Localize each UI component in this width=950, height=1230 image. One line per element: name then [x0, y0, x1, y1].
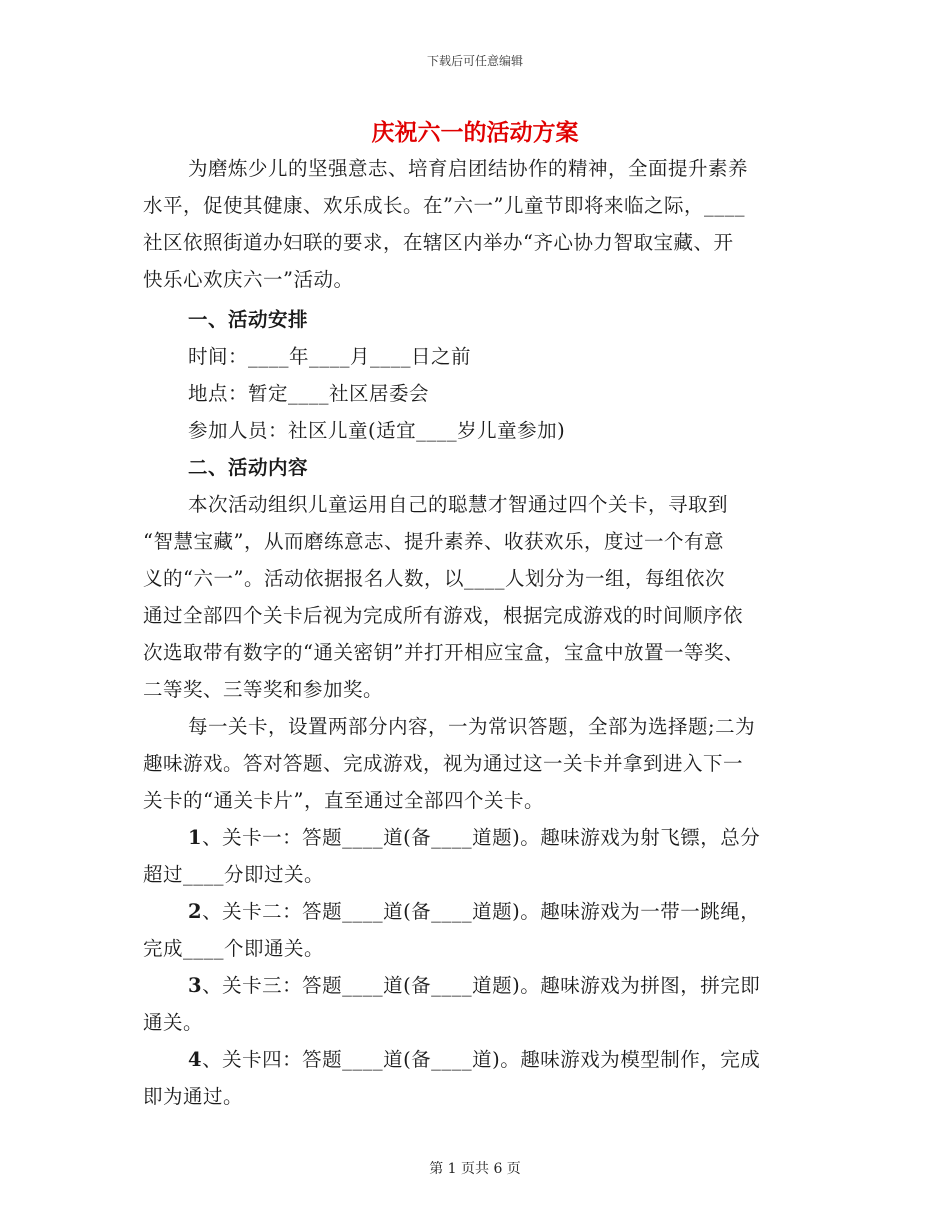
intro-line: 为磨炼少儿的坚强意志、培育启团结协作的精神，全面提升素养: [188, 157, 749, 180]
content-line: 二等奖、三等奖和参加奖。: [143, 678, 384, 701]
level-number: 1: [188, 826, 203, 849]
content-line: “智慧宝藏”，从而磨练意志、提升素养、收获欢乐，度过一个有意: [143, 530, 724, 553]
level-number: 2: [188, 900, 203, 923]
level-text: 、关卡二：答题____道(备____道题)。趣味游戏为一带一跳绳，: [202, 900, 761, 923]
level-number: 4: [188, 1048, 203, 1071]
content-line: 通过全部四个关卡后视为完成所有游戏，根据完成游戏的时间顺序依: [143, 604, 744, 627]
level-text: 、关卡一：答题____道(备____道题)。趣味游戏为射飞镖，总分: [202, 826, 761, 849]
level-2-continuation: 完成____个即通关。: [143, 937, 325, 960]
level-3-line: [143, 967, 808, 1004]
section-heading-arrangement: 一、活动安排: [188, 308, 309, 331]
level-number: 3: [188, 974, 203, 997]
intro-line: 快乐心欢庆六一”活动。: [143, 268, 354, 291]
arrangement-participants: 参加人员：社区儿童(适宜____岁儿童参加): [188, 419, 566, 442]
level-1-line: [143, 819, 808, 856]
content-line: 趣味游戏。答对答题、完成游戏，视为通过这一关卡并拿到进入下一: [143, 752, 744, 775]
level-4-continuation: 即为通过。: [143, 1085, 244, 1108]
level-1-continuation: 超过____分即过关。: [143, 863, 325, 886]
document-body: [143, 150, 808, 1115]
arrangement-time: 时间：____年____月____日之前: [188, 345, 472, 368]
content-line: 义的“六一”。活动依据报名人数，以____人划分为一组，每组依次: [143, 567, 725, 590]
document-title: 庆祝六一的活动方案: [371, 120, 579, 146]
content-line: 每一关卡，设置两部分内容，一为常识答题，全部为选择题;二为: [188, 715, 756, 738]
content-line: 本次活动组织儿童运用自己的聪慧才智通过四个关卡，寻取到: [188, 493, 729, 516]
intro-line: 社区依照街道办妇联的要求，在辖区内举办“齐心协力智取宝藏、开: [143, 231, 734, 254]
intro-line: 水平，促使其健康、欢乐成长。在”六一”儿童节即将来临之际，____: [143, 194, 745, 217]
level-text: 、关卡三：答题____道(备____道题)。趣味游戏为拼图，拼完即: [202, 974, 761, 997]
arrangement-location: 地点：暂定____社区居委会: [188, 382, 430, 405]
level-text: 、关卡四：答题____道(备____道)。趣味游戏为模型制作，完成: [202, 1048, 761, 1071]
content-line: 关卡的“通关卡片”，直至通过全部四个关卡。: [143, 789, 544, 812]
level-4-line: [143, 1041, 808, 1078]
section-heading-content: 二、活动内容: [188, 456, 309, 479]
level-3-continuation: 通关。: [143, 1011, 204, 1034]
page-footer: 第 1 页共 6 页: [429, 1161, 521, 1177]
content-line: 次选取带有数字的“通关密钥”并打开相应宝盒，宝盒中放置一等奖、: [143, 641, 744, 664]
level-2-line: [143, 893, 808, 930]
header-note: 下载后可任意编辑: [426, 54, 523, 68]
